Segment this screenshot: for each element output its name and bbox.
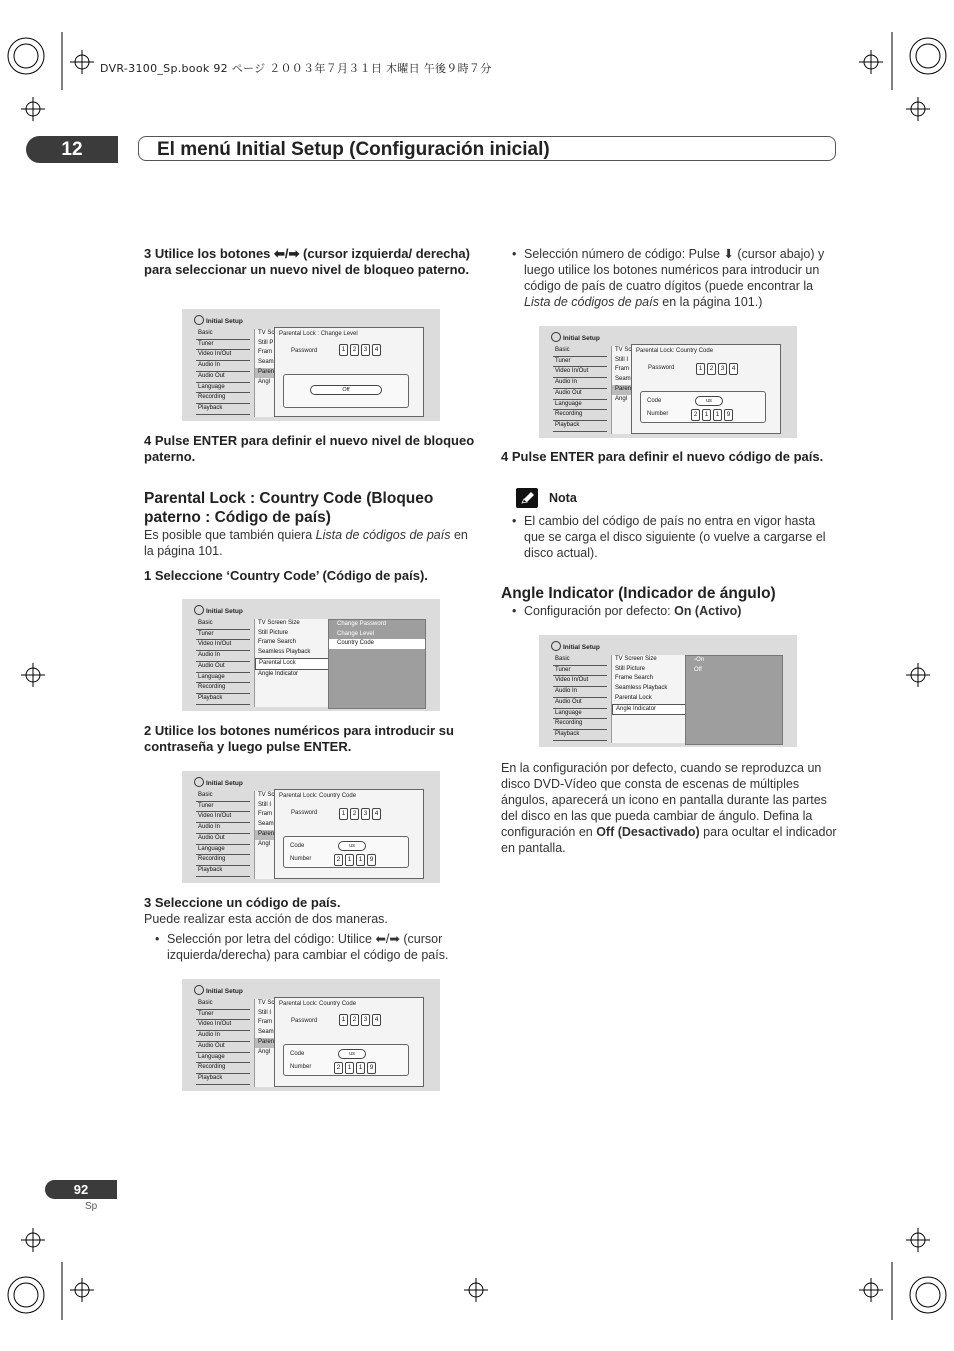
angle-section-title: Angle Indicator (Indicador de ángulo) <box>501 585 776 602</box>
disc-icon <box>194 777 204 787</box>
section-title-country-code: Parental Lock : Country Code (Bloqueo paterno : Código de país) <box>144 490 434 526</box>
setup-menu: Basic Tuner Video In/Out Audio In Audio Out Language Recording Playback <box>196 329 250 415</box>
note-title: Nota <box>549 491 577 505</box>
page-number: 92 <box>45 1180 117 1199</box>
screen-country-menu: Initial Setup Basic Tuner Video In/Out Audio In Audio Out Language Recording Playback TV Screen Size Still Picture Frame Search Seamless Playback Parental Lock Angle Indicator Change Password Change Level Country Code <box>182 599 440 711</box>
disc-icon <box>551 332 561 342</box>
step-4-country: 4 Pulse ENTER para definir el nuevo código de país. <box>501 449 824 464</box>
note-text: • El cambio del código de país no entra en vigor hasta que se carga el disco siguiente (o vuelve a cargarse el disco actual). <box>524 513 836 561</box>
disc-icon <box>194 605 204 615</box>
level-selector: Off <box>310 385 382 395</box>
dialog-change-level: Parental Lock : Change Level Password 1 2 3 4 Off <box>274 327 424 417</box>
step-4-level: 4 Pulse ENTER para definir el nuevo nivel de bloqueo paterno. <box>144 433 475 464</box>
bullet-number-selection: • Selección número de código: Pulse ⬇ (cursor abajo) y luego utilice los botones numéricos para introducir un código de país de cuatro dígitos (puede encontrar la Lista de códigos de país en la página 101.) <box>524 246 836 310</box>
disc-icon <box>194 315 204 325</box>
screen-change-level: Initial Setup Basic Tuner Video In/Out Audio In Audio Out Language Recording Playback TV Sc Still P Fram Seam Paren Angl Parental Lock : Change Level Password 1 2 3 4 Off <box>182 309 440 421</box>
step-2-password: 2 Utilice los botones numéricos para introducir su contraseña y luego pulse ENTER. <box>144 723 454 754</box>
step-3-body: Puede realizar esta acción de dos maneras. <box>144 912 388 926</box>
screen-country-code-3: Initial Setup Basic Tuner Video In/Out Audio In Audio Out Language Recording Playback TV Sc Still I Fram Seam Paren Angl Parental Lock: Country Code Password 1 2 3 4 Code us Number 2 1 1 9 <box>539 326 797 438</box>
angle-default: • Configuración por defecto: On (Activo) <box>524 603 836 619</box>
language-code: Sp <box>85 1201 98 1212</box>
step-3-change-level: 3 Utilice los botones ⬅/➡ (cursor izquierda/ derecha) para seleccionar un nuevo nivel de bloqueo paterno. <box>144 246 470 277</box>
password-digits: 1 2 3 4 <box>339 344 381 356</box>
angle-description: En la configuración por defecto, cuando se reproduzca un disco DVD-Vídeo que consta de escenas de múltiples ángulos, aparecerá un icono en pantalla durante las partes del disco en las que pueda cambiar de ángulo. Defina la configuración en Off (Desactivado) para ocultar el indicador en pantalla. <box>501 761 837 855</box>
note-pencil-icon <box>516 488 538 508</box>
disc-icon <box>551 641 561 651</box>
file-header-line: DVR-3100_Sp.book 92 ページ ２００３年７月３１日 木曜日 午後９時７分 <box>100 62 492 75</box>
screen-country-code-2: Initial Setup Basic Tuner Video In/Out Audio In Audio Out Language Recording Playback TV Sc Still I Fram Seam Paren Angl Parental Lock: Country Code Password 1 2 3 4 Code us Number 2 1 1 9 <box>182 979 440 1091</box>
screen-angle-indicator: Initial Setup Basic Tuner Video In/Out Audio In Audio Out Language Recording Playback TV Screen Size Still Picture Frame Search Seamless Playback Parental Lock Angle Indicator ▫On Off <box>539 635 797 747</box>
screen-country-code-1: Initial Setup Basic Tuner Video In/Out Audio In Audio Out Language Recording Playback TV Sc Still I Fram Seam Paren Angl Parental Lock: Country Code Password 1 2 3 4 Code us Number 2 1 1 9 <box>182 771 440 883</box>
chapter-title: El menú Initial Setup (Configuración inicial) <box>138 136 836 161</box>
step-1-country: 1 Seleccione ‘Country Code’ (Código de país). <box>144 568 428 583</box>
section-intro: Es posible que también quiera Lista de códigos de país en la página 101. <box>144 528 468 558</box>
bullet-letter-selection: • Selección por letra del código: Utilice ⬅/➡ (cursor izquierda/derecha) para cambiar el código de país. <box>167 931 477 963</box>
disc-icon <box>194 985 204 995</box>
step-3-select-code: 3 Seleccione un código de país. <box>144 895 341 910</box>
chapter-number: 12 <box>26 136 118 163</box>
